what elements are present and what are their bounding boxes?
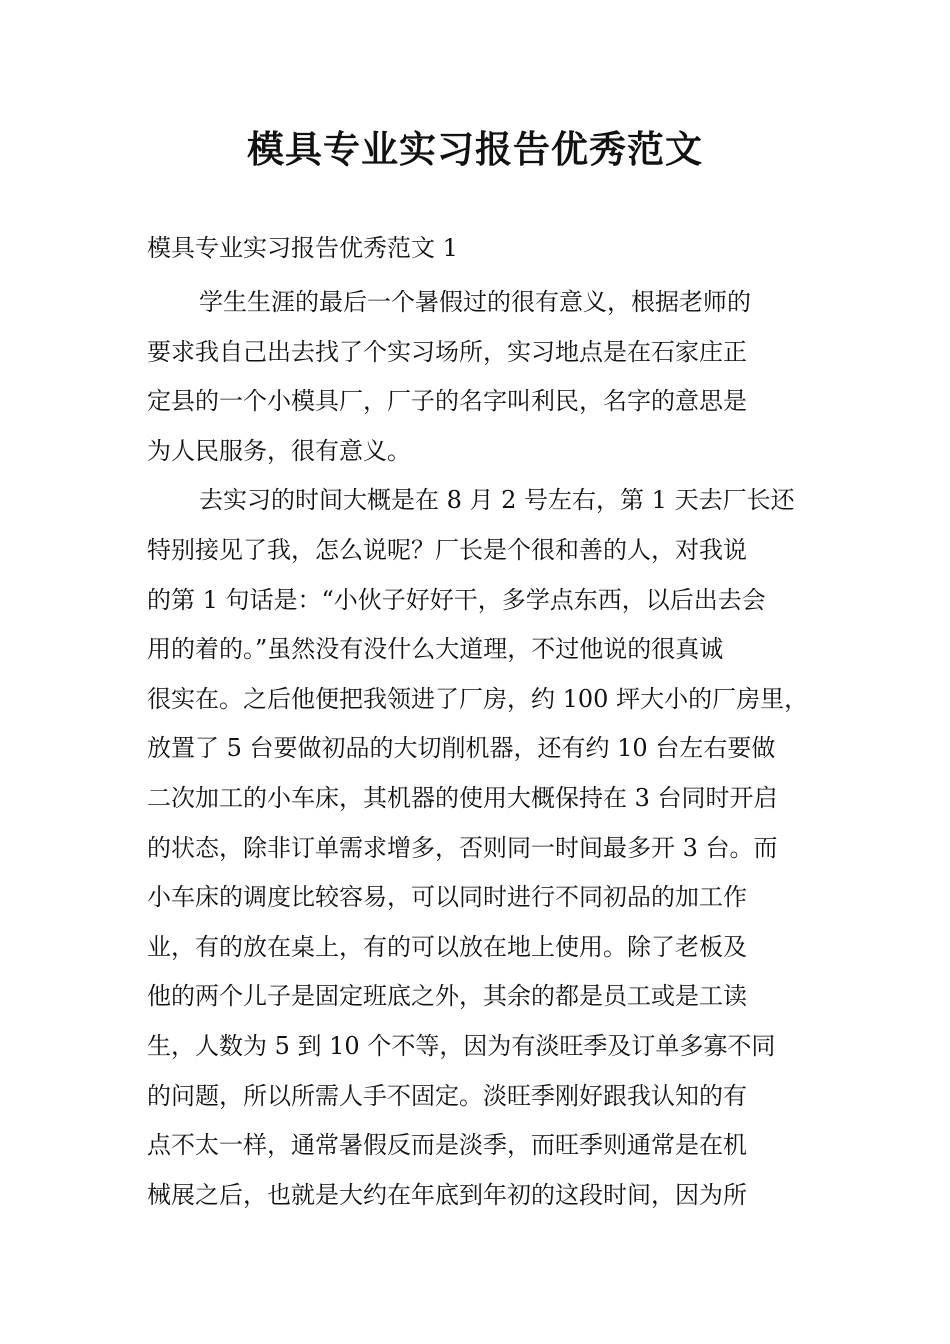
text-line: 业，有的放在桌上，有的可以放在地上使用。除了老板及 (147, 932, 747, 961)
text-line: 很实在。之后他便把我领进了厂房，约 100 坪大小的厂房里， (147, 684, 809, 713)
text-line: 的状态，除非订单需求增多，否则同一时间最多开 3 台。而 (147, 833, 778, 862)
text-line: 生，人数为 5 到 10 个不等，因为有淡旺季及订单多寡不同 (147, 1031, 776, 1060)
text-line: 二次加工的小车床，其机器的使用大概保持在 3 台同时开启 (147, 783, 778, 812)
paragraph-1 (147, 278, 813, 476)
text-line: 去实习的时间大概是在 8 月 2 号左右，第 1 天去厂长还 (199, 486, 795, 515)
document-body (147, 278, 813, 1220)
text-line: 特别接见了我，怎么说呢？厂长是个很和善的人，对我说 (147, 535, 747, 564)
text-line: 械展之后，也就是大约在年底到年初的这段时间，因为所 (147, 1180, 747, 1209)
text-line: 点不太一样，通常暑假反而是淡季，而旺季则通常是在机 (147, 1131, 747, 1160)
text-line: 小车床的调度比较容易，可以同时进行不同初品的加工作 (147, 883, 747, 912)
text-line: 用的着的。”虽然没有没什么大道理，不过他说的很真诚 (147, 635, 724, 664)
text-line: 的问题，所以所需人手不固定。淡旺季刚好跟我认知的有 (147, 1081, 747, 1110)
section-heading: 模具专业实习报告优秀范文 1 (147, 234, 458, 262)
page-title: 模具专业实习报告优秀范文 (247, 128, 703, 171)
text-line: 学生生涯的最后一个暑假过的很有意义，根据老师的 (199, 288, 751, 316)
paragraph-2 (147, 476, 813, 1220)
text-line: 放置了 5 台要做初品的大切削机器，还有约 10 台左右要做 (147, 734, 776, 763)
text-line: 为人民服务，很有意义。 (147, 436, 411, 465)
text-line: 他的两个儿子是固定班底之外，其余的都是员工或是工读 (147, 982, 747, 1011)
text-line: 要求我自己出去找了个实习场所，实习地点是在石家庄正 (147, 337, 747, 366)
text-line: 定县的一个小模具厂，厂子的名字叫利民，名字的意思是 (147, 387, 747, 416)
text-line: 的第 1 句话是：“小伙子好好干，多学点东西，以后出去会 (147, 585, 766, 614)
